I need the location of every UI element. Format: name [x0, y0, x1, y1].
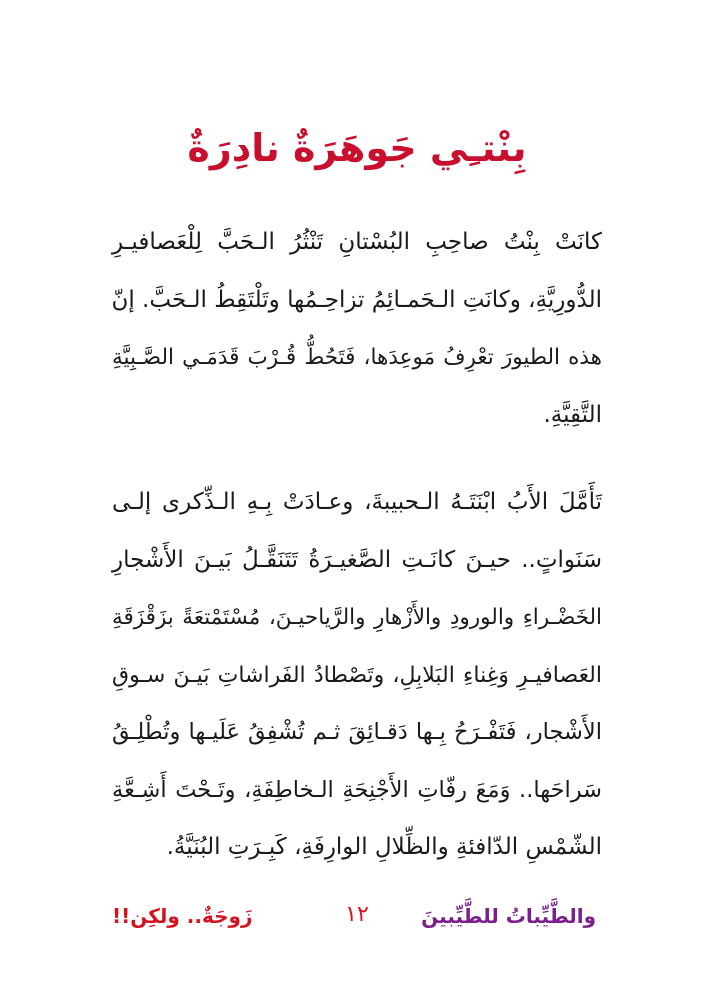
paragraph-1-line: التَّقِيَّةِ.	[543, 401, 602, 428]
paragraph-2-line: الخَضْـراءِ والورودِ والأَزْهارِ والرَّياحيـنَ، مُسْتَمْتعَةً بزَقْزَقَةِ	[112, 605, 602, 630]
paragraph-2-line: الأَشْجار، فَتَفْـرَحُ بِـها دَقـائِقَ ثـم تُشْفِقُ عَلَيـها وتُطْلِـقُ	[112, 719, 602, 745]
paragraph-1-line: هذه الطيورَ تعْرِفُ مَوعِدَها، فَتَحُطُّ قُـرْبَ قَدَمَـي الصَّـبِيَّةِ	[112, 345, 602, 370]
paragraph-2-line: سَنَواتٍ.. حيـنَ كانَـتِ الصَّغيـرَةُ تَتَنَقَّـلُ بَيـنَ الأَشْجارِ	[112, 546, 602, 573]
paragraph-2-line: العَصافيـرِ وَغِناءِ البَلابِلِ، وتَصْطادُ الفَراشاتِ بَيـنَ سـوقِ	[112, 662, 602, 688]
paragraph-1-line: كانَتْ بِنْتُ صاحِبِ البُسْتانِ تَنْثُرُ الـحَبَّ لِلْعَصافيـرِ	[112, 229, 602, 255]
paragraph-1	[112, 214, 602, 444]
paragraph-2-line: الشّمْسِ الدّافئةِ والظِّلالِ الوارِفَةِ، كَبِـرَتِ البُنَيَّةُ.	[166, 834, 602, 860]
footer-series-title: والطَّيِّباتُ للطَّيِّبينَ	[421, 904, 596, 928]
paragraph-2	[112, 474, 602, 877]
chapter-title: بِنْتـِي جَوهَرَةٌ نادِرَةٌ	[187, 126, 527, 170]
paragraph-2-line: تَأَمَّلَ الأَبُ ابْنَتَـهُ الـحبيبةَ، وعـادَتْ بِـهِ الـذِّكرى إلـى	[112, 489, 602, 515]
page-footer	[0, 900, 714, 940]
page-number: ١٢	[345, 902, 369, 927]
paragraph-2-line: سَراحَها.. وَمَعَ رفّاتِ الأَجْنِحَةِ الـخاطِفَةِ، وتَـحْتَ أَشِـعَّةِ	[112, 776, 602, 803]
paragraph-1-line: الدُّورِيَّةِ، وكانَتِ الـحَمـائِمُ تزاحِـمُها وتَلْتَقِطُ الـحَبَّ. إنّ	[111, 286, 602, 313]
footer-book-title: زَوجَةٌ.. ولكِن!!	[112, 904, 253, 928]
